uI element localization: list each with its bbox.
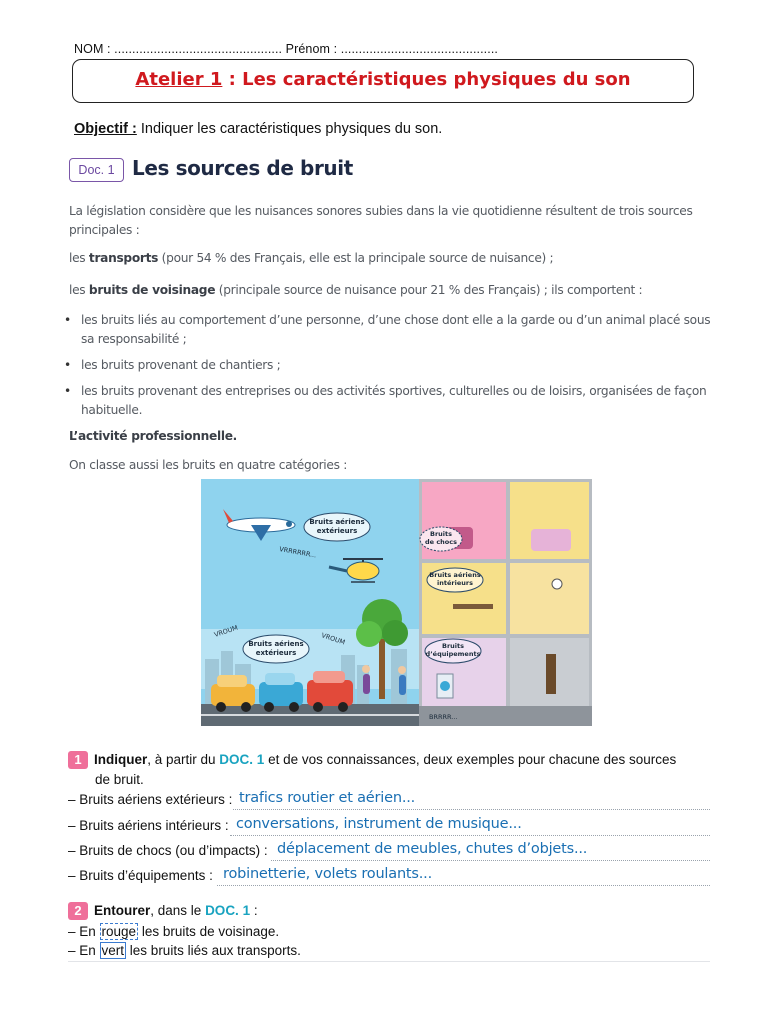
answer-label: – Bruits de chocs (ou d’impacts) : xyxy=(68,843,268,858)
doc-paragraph-transports xyxy=(69,249,709,268)
answer-label: – Bruits aériens intérieurs : xyxy=(68,818,229,833)
term-transports: transports xyxy=(88,251,159,265)
handwritten-answer: déplacement de meubles, chutes d’objets... xyxy=(277,841,588,857)
label-line: extérieurs xyxy=(316,527,358,535)
word-vert: vert xyxy=(101,943,125,958)
label-bruits-de-chocs xyxy=(420,527,462,551)
name-field-line: NOM : ............................................... Prénom : ............................................ xyxy=(74,42,498,56)
sound-onomatopoeia: VROUM xyxy=(213,623,239,639)
question-verb: Entourer xyxy=(94,903,151,918)
label-bruits-equipements xyxy=(425,639,481,663)
sound-onomatopoeia: VRRRRRR... xyxy=(278,545,317,560)
answer-dotted-line[interactable] xyxy=(271,860,710,861)
instruction-vert xyxy=(68,943,301,958)
question-verb: Indiquer xyxy=(94,752,148,767)
label-line: Bruits aériens xyxy=(309,518,365,526)
objective-label: Objectif : xyxy=(74,121,137,137)
room-mid-right xyxy=(510,563,589,634)
doc-paragraph-voisinage xyxy=(69,281,709,300)
question-1 xyxy=(68,750,718,790)
doc-badge: Doc. 1 xyxy=(69,158,124,182)
objective-text: Indiquer les caractéristiques physiques du son. xyxy=(136,121,443,137)
doc-reference: DOC. 1 xyxy=(205,903,251,918)
label-bruits-aeriens-exterieurs-2 xyxy=(243,635,309,663)
doc-paragraph-categories: On classe aussi les bruits en quatre catégories : xyxy=(69,458,348,472)
label-line: intérieurs xyxy=(437,579,473,587)
term-voisinage: bruits de voisinage xyxy=(88,283,216,297)
text-span: , dans le xyxy=(150,903,206,918)
list-item: • les bruits liés au comportement d’une personne, d’une chose dont elle a la garde ou d’un animal placé sous sa responsabilité ; xyxy=(62,311,712,349)
text-span: : xyxy=(250,903,258,918)
question-2 xyxy=(68,902,258,920)
text-span: les xyxy=(69,283,89,297)
answer-row xyxy=(68,792,710,812)
doc-paragraph-intro: La législation considère que les nuisances sonores subies dans la vie quotidienne résultent de trois sources principales : xyxy=(69,204,693,237)
worksheet-title-box xyxy=(72,59,694,103)
text-span: – En xyxy=(68,924,100,939)
label-line: extérieurs xyxy=(255,649,297,657)
label-line: Bruits xyxy=(442,642,464,650)
answer-label: – Bruits aériens extérieurs : xyxy=(68,792,233,807)
handwritten-answer: trafics routier et aérien... xyxy=(239,790,416,806)
text-span: les bruits de voisinage. xyxy=(138,924,280,939)
title-atelier: Atelier 1 xyxy=(135,69,223,90)
answer-dotted-line[interactable] xyxy=(230,835,710,836)
text-span: et de vos connaissances, deux exemples pour chacune des sources xyxy=(264,752,677,767)
question-number-badge: 2 xyxy=(68,902,88,920)
list-item: • les bruits provenant des entreprises ou des activités sportives, culturelles ou de loisirs, organisées de façon habituelle. xyxy=(62,382,712,420)
answer-row xyxy=(68,843,710,863)
sound-onomatopoeia: VROUM xyxy=(320,631,347,647)
noise-categories-illustration xyxy=(201,479,592,726)
divider xyxy=(68,961,710,962)
label-line: Bruits aériens xyxy=(429,571,481,579)
text-span: (pour 54 % des Français, elle est la principale source de nuisance) ; xyxy=(158,251,554,265)
label-line: de chocs xyxy=(425,538,457,546)
text-span: – En xyxy=(68,943,100,958)
handwritten-answer: robinetterie, volets roulants... xyxy=(223,866,433,882)
answer-label: – Bruits d’équipements : xyxy=(68,868,213,883)
text-span: , à partir du xyxy=(147,752,220,767)
answer-row xyxy=(68,818,710,838)
question-number-badge: 1 xyxy=(68,751,88,769)
doc-paragraph-professional: L’activité professionnelle. xyxy=(69,429,238,443)
list-item: • les bruits provenant de chantiers ; xyxy=(62,356,712,375)
doc-title: Les sources de bruit xyxy=(132,156,353,180)
answer-row xyxy=(68,868,710,888)
sound-onomatopoeia: BRRRR... xyxy=(429,713,458,721)
title-text: : Les caractéristiques physiques du son xyxy=(222,69,631,90)
text-span: (principale source de nuisance pour 21 % des Français) ; ils comportent : xyxy=(215,283,643,297)
answer-dotted-line[interactable] xyxy=(233,809,710,810)
objective-line xyxy=(74,121,442,137)
text-span: de bruit. xyxy=(95,772,144,787)
answer-dotted-line[interactable] xyxy=(217,885,710,886)
label-bruits-aeriens-exterieurs xyxy=(304,513,370,541)
label-line: Bruits xyxy=(430,530,452,538)
label-bruits-aeriens-interieurs xyxy=(427,568,483,592)
handwritten-answer: conversations, instrument de musique... xyxy=(236,816,522,832)
label-line: d’équipements xyxy=(425,650,481,658)
word-rouge: rouge xyxy=(101,924,137,939)
text-span: les xyxy=(69,251,89,265)
instruction-rouge xyxy=(68,924,279,939)
doc-reference: DOC. 1 xyxy=(219,752,265,767)
text-span: les bruits liés aux transports. xyxy=(126,943,301,958)
label-line: Bruits aériens xyxy=(248,640,304,648)
doc-bullet-list xyxy=(62,311,712,427)
